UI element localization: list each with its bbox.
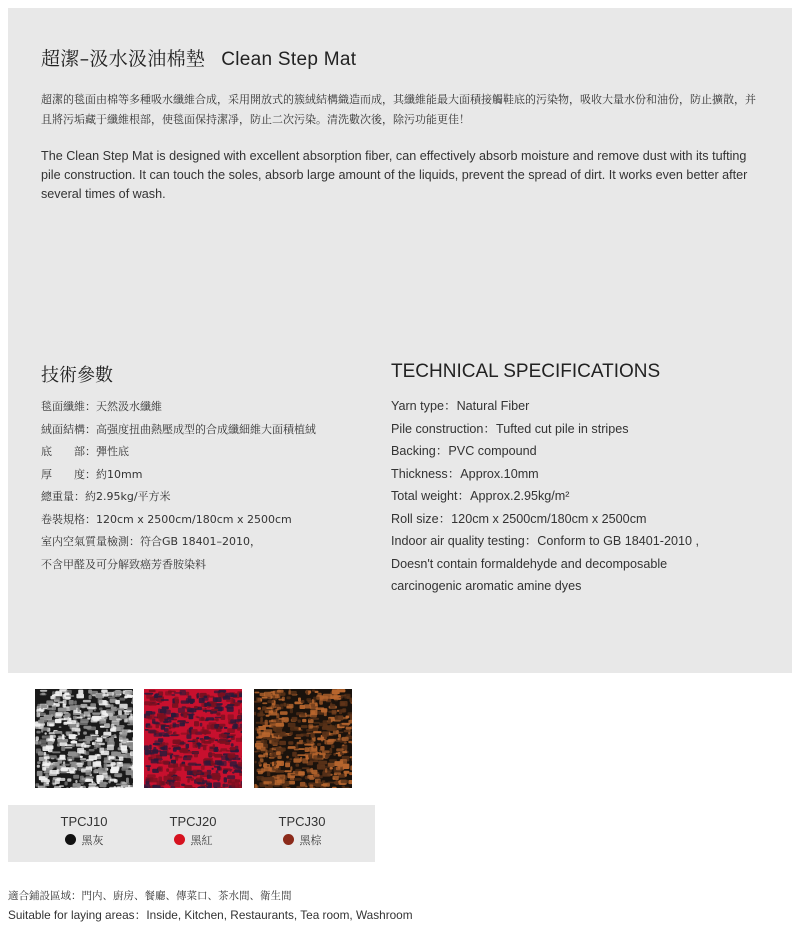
spec-item-zh: 總重量：約2.95kg/平方米 <box>41 490 171 503</box>
spec-item-zh: 絨面結構：高强度扭曲熱壓成型的合成纖細維大面積植絨 <box>41 422 316 436</box>
specs-heading-chinese: 技術參數 <box>41 365 113 386</box>
spec-item-en: Roll size：120cm x 2500cm/180cm x 2500cm <box>391 511 647 526</box>
variant-tpcj20 <box>143 813 243 849</box>
spec-item-en: Total weight：Approx.2.95kg/m² <box>391 489 570 503</box>
spec-item-zh: 厚 度：約10mm <box>41 467 143 481</box>
variant-color-name: 黑棕 <box>299 835 322 847</box>
variant-tpcj30 <box>252 813 352 849</box>
spec-item-zh: 底 部：彈性底 <box>41 445 129 458</box>
title-english: Clean Step Mat <box>221 49 357 70</box>
description-chinese: 超潔的毯面由棉等多種吸水纖維合成，采用開放式的簇絨結構織造而成，其纖維能最大面積接觸鞋底的污染物，吸收大量水份和油份，防止擴散，并且將污垢藏于纖維根部，使毯面保持潔凈，防止二次污染。清洗數次後，除污功能更佳！ <box>41 93 756 126</box>
spec-item-en: Doesn't contain formaldehyde and decomposable <box>391 556 668 571</box>
specs-heading-english: TECHNICAL SPECIFICATIONS <box>391 361 661 382</box>
variant-code: TPCJ30 <box>278 814 326 829</box>
swatch-image-tpcj30 <box>254 689 352 788</box>
spec-item-zh: 室内空氣質量檢測：符合GB 18401–2010， <box>41 535 262 548</box>
color-dot-icon <box>65 834 76 845</box>
laying-areas-chinese: 適合鋪設區域：門内、廚房、餐廳、傳菜口、茶水間、衛生間 <box>8 890 292 902</box>
color-dot-icon <box>174 834 185 845</box>
spec-item-en: Pile construction：Tufted cut pile in stripes <box>391 421 629 436</box>
page-title <box>41 44 356 71</box>
spec-item-en: Yarn type：Natural Fiber <box>391 399 530 413</box>
spec-item-zh: 毯面纖維：天然汲水纖維 <box>41 400 162 413</box>
variant-color-name: 黑灰 <box>81 835 104 847</box>
spec-item-en: carcinogenic aromatic amine dyes <box>391 579 582 593</box>
color-dot-icon <box>283 834 294 845</box>
variant-code: TPCJ20 <box>169 814 217 829</box>
specs-list-chinese <box>41 398 316 578</box>
spec-item-zh: 不含甲醛及可分解致癌芳香胺染料 <box>41 557 206 571</box>
description-english: The Clean Step Mat is designed with excellent absorption fiber, can effectively absorb moisture and remove dust with its tufting pile construction. It can touch the soles, absorb large amount of the liquids, prevent the spread of dirt. It works even better after several times of wash. <box>41 149 748 201</box>
spec-item-en: Indoor air quality testing：Conform to GB 18401-2010 , <box>391 534 700 548</box>
spec-item-en: Backing：PVC compound <box>391 444 537 458</box>
variant-code: TPCJ10 <box>60 814 108 829</box>
variant-tpcj10 <box>34 813 134 849</box>
spec-item-en: Thickness：Approx.10mm <box>391 466 539 481</box>
specs-list-english <box>391 396 699 599</box>
variant-color-name: 黑紅 <box>190 835 213 847</box>
laying-areas-english: Suitable for laying areas：Inside, Kitchen, Restaurants, Tea room, Washroom <box>8 908 413 922</box>
swatch-image-tpcj20 <box>144 689 242 788</box>
title-chinese: 超潔–汲水汲油棉墊 <box>41 48 206 70</box>
swatch-image-tpcj10 <box>35 689 133 788</box>
spec-item-zh: 卷裝規格：120cm x 2500cm/180cm x 2500cm <box>41 512 292 526</box>
